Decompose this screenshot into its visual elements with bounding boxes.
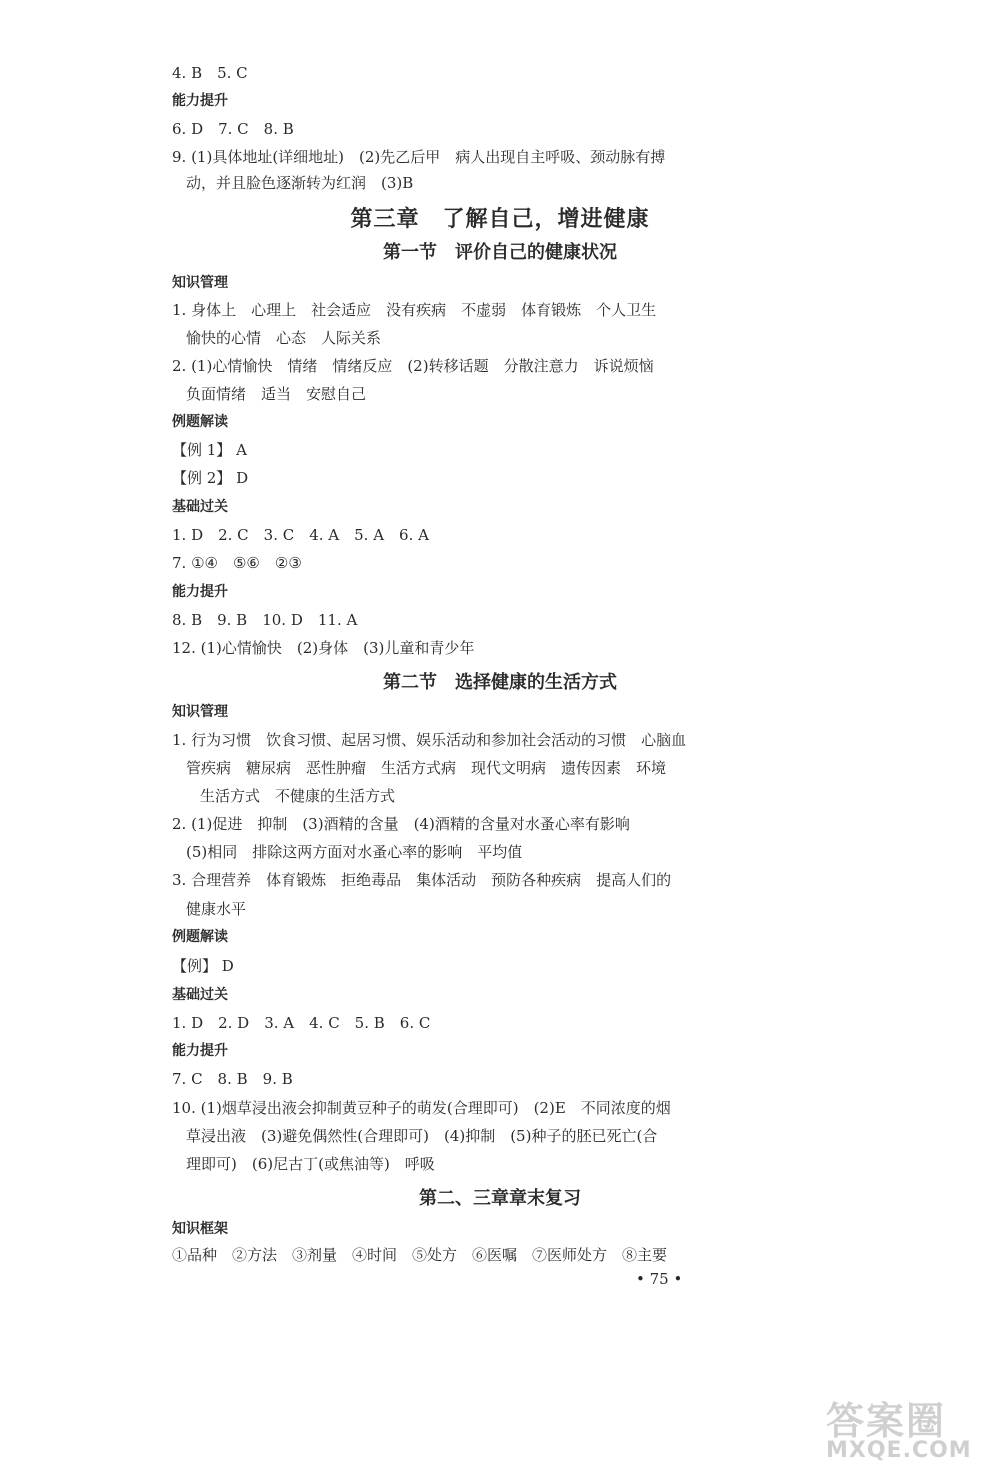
watermark-url: MXQE.COM	[826, 1438, 972, 1463]
answer-line: 12. (1)心情愉快 (2)身体 (3)儿童和青少年	[172, 639, 475, 657]
answer-line: (5)相同 排除这两方面对水蚤心率的影响 平均值	[186, 843, 523, 861]
answer-line: 【例 2】 D	[172, 469, 249, 487]
subheading-basic: 基础过关	[172, 987, 228, 1003]
answer-line: 愉快的心情 心态 人际关系	[186, 329, 382, 347]
answer-line: 【例】 D	[172, 957, 234, 975]
answer-line: 生活方式 不健康的生活方式	[200, 787, 396, 805]
answer-line: 7. ①④ ⑤⑥ ②③	[172, 554, 302, 572]
subheading-ability: 能力提升	[172, 93, 228, 109]
answer-line: 2. (1)促进 抑制 (3)酒精的含量 (4)酒精的含量对水蚤心率有影响	[172, 815, 630, 833]
subheading-examples: 例题解读	[172, 929, 228, 945]
answer-line: 10. (1)烟草浸出液会抑制黄豆种子的萌发(合理即可) (2)E 不同浓度的烟	[172, 1099, 671, 1117]
answer-line: 8. B 9. B 10. D 11. A	[172, 611, 358, 629]
answer-line: ①品种 ②方法 ③剂量 ④时间 ⑤处方 ⑥医嘱 ⑦医师处方 ⑧主要	[172, 1246, 668, 1264]
answer-line: 1. 身体上 心理上 社会适应 没有疾病 不虚弱 体育锻炼 个人卫生	[172, 301, 657, 319]
answer-line: 1. 行为习惯 饮食习惯、起居习惯、娱乐活动和参加社会活动的习惯 心脑血	[172, 731, 687, 749]
answer-line: 理即可) (6)尼古丁(或焦油等) 呼吸	[186, 1155, 435, 1173]
answer-line: 9. (1)具体地址(详细地址) (2)先乙后甲 病人出现自主呼吸、颈动脉有搏	[172, 148, 666, 166]
answer-line: 6. D 7. C 8. B	[172, 120, 294, 138]
page-number: • 75 •	[636, 1270, 683, 1288]
answer-line: 1. D 2. D 3. A 4. C 5. B 6. C	[172, 1014, 431, 1032]
answer-line: 3. 合理营养 体育锻炼 拒绝毒品 集体活动 预防各种疾病 提高人们的	[172, 871, 672, 889]
answer-line: 健康水平	[186, 900, 247, 918]
chapter-title: 第三章 了解自己，增进健康	[350, 207, 650, 232]
answer-line: 管疾病 糖尿病 恶性肿瘤 生活方式病 现代文明病 遗传因素 环境	[186, 759, 667, 777]
subheading-framework: 知识框架	[172, 1221, 228, 1237]
answer-line: 【例 1】 A	[172, 441, 247, 459]
watermark-logo	[826, 1390, 996, 1465]
watermark-text: 答案圈	[826, 1399, 947, 1443]
section-title: 第二节 选择健康的生活方式	[383, 672, 617, 693]
subheading-knowledge: 知识管理	[172, 275, 228, 291]
subheading-ability: 能力提升	[172, 584, 228, 600]
subheading-basic: 基础过关	[172, 499, 228, 515]
answer-line: 2. (1)心情愉快 情绪 情绪反应 (2)转移话题 分散注意力 诉说烦恼	[172, 357, 654, 375]
answer-line: 1. D 2. C 3. C 4. A 5. A 6. A	[172, 526, 429, 544]
answer-line: 草浸出液 (3)避免偶然性(合理即可) (4)抑制 (5)种子的胚已死亡(合	[186, 1127, 658, 1145]
answer-line: 负面情绪 适当 安慰自己	[186, 385, 367, 403]
section-title: 第二、三章章末复习	[419, 1188, 581, 1209]
answer-line: 7. C 8. B 9. B	[172, 1070, 293, 1088]
subheading-ability: 能力提升	[172, 1043, 228, 1059]
subheading-knowledge: 知识管理	[172, 704, 228, 720]
answer-line: 4. B 5. C	[172, 64, 248, 82]
answer-line: 动，并且脸色逐渐转为红润 (3)B	[186, 174, 414, 192]
subheading-examples: 例题解读	[172, 414, 228, 430]
section-title: 第一节 评价自己的健康状况	[383, 242, 617, 263]
